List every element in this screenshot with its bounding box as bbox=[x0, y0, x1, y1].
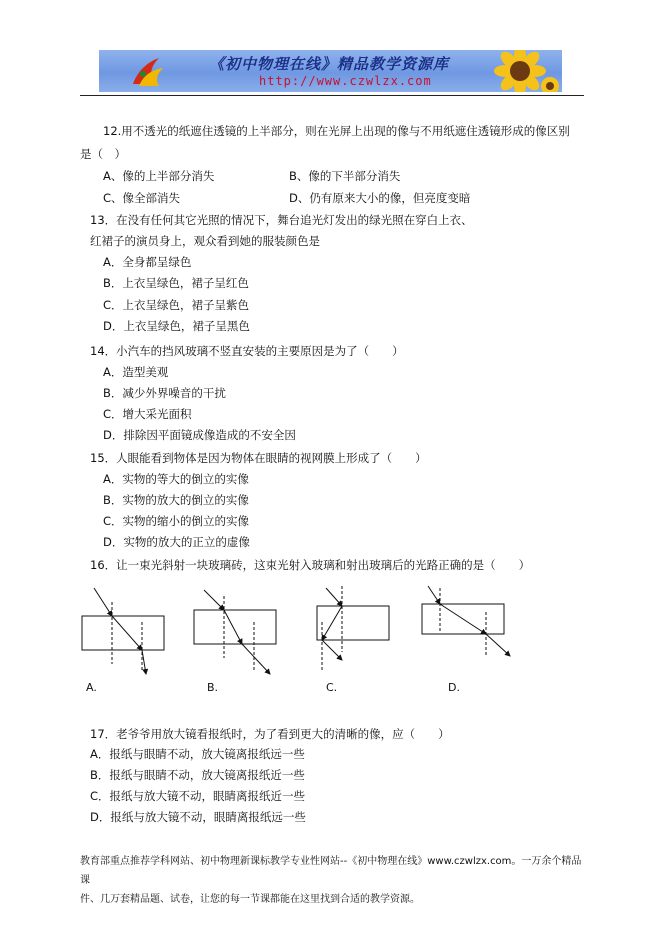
q16-option-a: A. bbox=[86, 681, 97, 694]
q12-option-b: B、像的下半部分消失 bbox=[289, 169, 401, 183]
q15-stem: 15．人眼能看到物体是因为物体在眼睛的视网膜上形成了（ ） bbox=[90, 451, 427, 465]
q12-stem-line1: 12.用不透光的纸遮住透镜的上半部分，则在光屏上出现的像与不用纸遮住透镜形成的像区别 bbox=[103, 124, 570, 138]
q17-option-d: D．报纸与放大镜不动，眼睛离报纸远一些 bbox=[90, 810, 306, 824]
diagram-d bbox=[422, 586, 510, 656]
q14-option-b: B．减少外界噪音的干扰 bbox=[103, 386, 226, 400]
q13-option-a: A．全身都呈绿色 bbox=[103, 255, 192, 269]
q14-option-a: A．造型美观 bbox=[103, 365, 169, 379]
site-title: 《初中物理在线》精品教学资源库 bbox=[209, 55, 450, 73]
page-footer bbox=[80, 852, 588, 909]
q17-option-b: B．报纸与眼睛不动，放大镜离报纸近一些 bbox=[90, 768, 305, 782]
q16-stem: 16．让一束光斜射一块玻璃砖，这束光射入玻璃和射出玻璃后的光路正确的是（ ） bbox=[90, 558, 531, 572]
q12-option-d: D、仍有原来大小的像，但亮度变暗 bbox=[289, 191, 471, 205]
q12-option-c: C、像全部消失 bbox=[103, 191, 181, 205]
diagram-a bbox=[82, 588, 164, 674]
q17-option-a: A．报纸与眼睛不动，放大镜离报纸远一些 bbox=[90, 747, 305, 761]
q16-option-b: B. bbox=[207, 681, 219, 694]
header-rule bbox=[80, 95, 584, 96]
q15-option-b: B．实物的放大的倒立的实像 bbox=[103, 493, 249, 507]
footer-line1: 教育部重点推荐学科网站、初中物理新课标教学专业性网站--《初中物理在线》www.czwlzx.com。一万余个精品课 bbox=[80, 856, 582, 886]
q12-stem-line2: 是（ ） bbox=[80, 147, 126, 161]
q15-option-a: A．实物的等大的倒立的实像 bbox=[103, 472, 249, 486]
q14-option-d: D．排除因平面镜成像造成的不安全因 bbox=[103, 428, 296, 442]
q13-option-c: C．上衣呈绿色，裙子呈紫色 bbox=[103, 298, 250, 312]
diagram-b bbox=[194, 590, 276, 674]
q16-option-d: D. bbox=[448, 681, 460, 694]
q16-option-c: C. bbox=[326, 681, 338, 694]
header-banner bbox=[99, 50, 562, 92]
site-url[interactable]: http://www.czwlzx.com bbox=[259, 74, 432, 88]
q17-stem: 17．老爷爷用放大镜看报纸时，为了看到更大的清晰的像，应（ ） bbox=[90, 727, 450, 741]
diagram-c bbox=[317, 586, 389, 670]
q17-option-c: C．报纸与放大镜不动，眼睛离报纸近一些 bbox=[90, 789, 306, 803]
sunflower-icon bbox=[480, 50, 560, 92]
q14-stem: 14．小汽车的挡风玻璃不竖直安装的主要原因是为了（ ） bbox=[90, 344, 404, 358]
q15-option-c: C．实物的缩小的倒立的实像 bbox=[103, 514, 250, 528]
q13-stem-line1: 13．在没有任何其它光照的情况下，舞台追光灯发出的绿光照在穿白上衣、 bbox=[90, 213, 473, 227]
q14-option-c: C．增大采光面积 bbox=[103, 407, 192, 421]
q16-light-path-diagrams bbox=[72, 582, 532, 682]
q15-option-d: D．实物的放大的正立的虚像 bbox=[103, 535, 250, 549]
site-logo-icon bbox=[129, 54, 169, 90]
q13-option-b: B．上衣呈绿色，裙子呈红色 bbox=[103, 276, 249, 290]
q12-option-a: A、像的上半部分消失 bbox=[103, 169, 215, 183]
q13-option-d: D．上衣呈绿色，裙子呈黑色 bbox=[103, 319, 250, 333]
q13-stem-line2: 红裙子的演员身上，观众看到她的服装颜色是 bbox=[90, 234, 320, 248]
footer-line2: 件、几万套精品题、试卷，让您的每一节课都能在这里找到合适的教学资源。 bbox=[80, 894, 420, 905]
